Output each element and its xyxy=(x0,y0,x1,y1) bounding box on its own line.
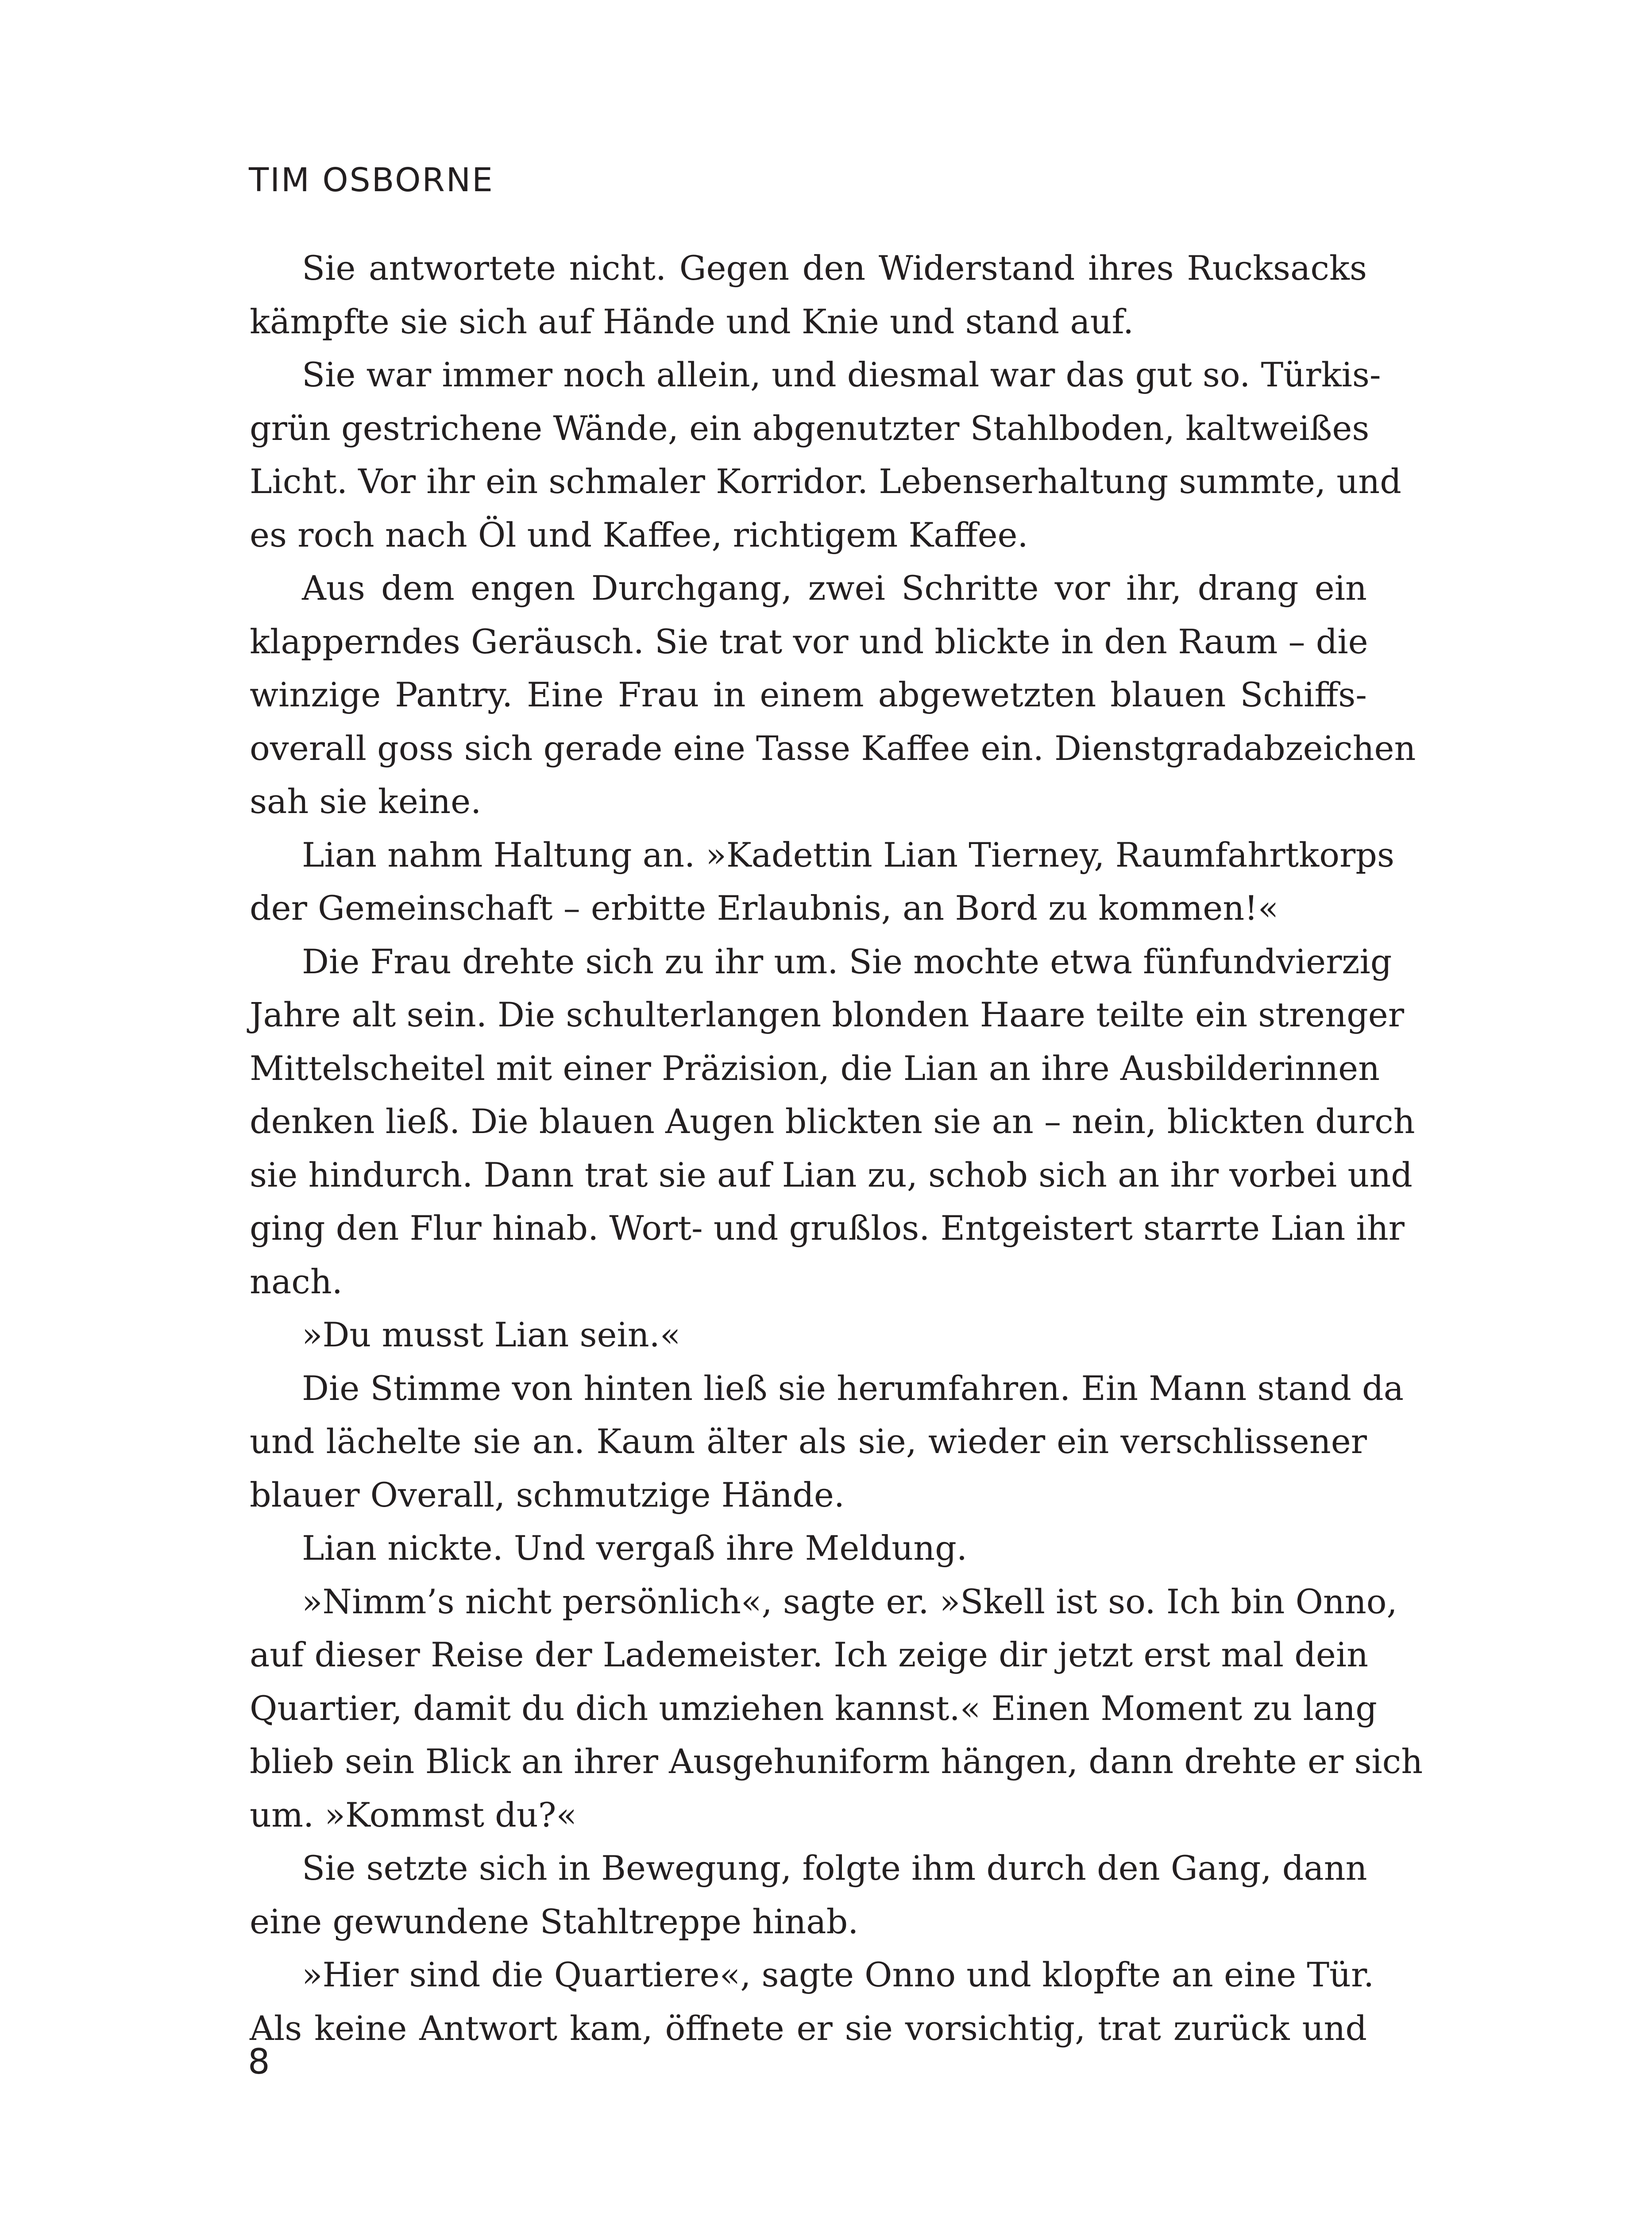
text-line: um. »Kommst du?« xyxy=(250,1795,577,1835)
text-line: nach. xyxy=(250,1261,343,1301)
text-line: Sie war immer noch allein, und diesmal war das gut so. Türkis- xyxy=(302,355,1381,394)
paragraph xyxy=(250,1575,1423,1842)
text-line: sie hindurch. Dann trat sie auf Lian zu, schob sich an ihr vorbei und xyxy=(250,1155,1413,1195)
text-line: »Du musst Lian sein.« xyxy=(302,1315,681,1354)
text-line: sah sie keine. xyxy=(250,782,482,821)
text-line: Licht. Vor ihr ein schmaler Korridor. Lebenserhaltung summte, und xyxy=(250,462,1401,501)
paragraph xyxy=(250,242,1367,348)
text-line: blauer Overall, schmutzige Hände. xyxy=(250,1475,845,1515)
text-line: Sie setzte sich in Bewegung, folgte ihm durch den Gang, dann xyxy=(302,1848,1367,1888)
text-line: Lian nickte. Und vergaß ihre Meldung. xyxy=(302,1528,968,1568)
text-line: Jahre alt sein. Die schulterlangen blonden Haare teilte ein strenger xyxy=(250,995,1405,1034)
text-line: winzige Pantry. Eine Frau in einem abgewetzten blauen Schiffs- xyxy=(250,675,1367,714)
text-line: »Hier sind die Quartiere«, sagte Onno und klopfte an eine Tür. xyxy=(302,1955,1374,1994)
text-line: Als keine Antwort kam, öffnete er sie vorsichtig, trat zurück und xyxy=(250,2008,1367,2048)
paragraph xyxy=(250,1948,1374,2055)
text-line: Mittelscheitel mit einer Präzision, die Lian an ihre Ausbilderinnen xyxy=(250,1048,1380,1088)
paragraph xyxy=(250,348,1401,562)
text-line: es roch nach Öl und Kaffee, richtigem Kaffee. xyxy=(250,515,1028,555)
text-line: klapperndes Geräusch. Sie trat vor und blickte in den Raum – die xyxy=(250,621,1368,661)
text-line: Quartier, damit du dich umziehen kannst.« Einen Moment zu lang xyxy=(250,1688,1377,1728)
text-line: Sie antwortete nicht. Gegen den Widerstand ihres Rucksacks xyxy=(302,248,1367,288)
paragraph xyxy=(250,1842,1367,1948)
text-line: grün gestrichene Wände, ein abgenutzter Stahlboden, kaltweißes xyxy=(250,408,1370,448)
text-line: ging den Flur hinab. Wort- und grußlos. Entgeistert starrte Lian ihr xyxy=(250,1208,1405,1248)
text-line: und lächelte sie an. Kaum älter als sie, wieder ein verschlissener xyxy=(250,1422,1367,1461)
body-text xyxy=(250,242,1423,2055)
paragraph xyxy=(250,562,1416,829)
paragraph xyxy=(250,1522,1367,1575)
text-line: Aus dem engen Durchgang, zwei Schritte vor ihr, drang ein xyxy=(302,568,1367,608)
text-line: eine gewundene Stahltreppe hinab. xyxy=(250,1901,859,1941)
paragraph xyxy=(250,1362,1404,1522)
text-line: overall goss sich gerade eine Tasse Kaffee ein. Dienstgradabzeichen xyxy=(250,728,1416,768)
text-line: Lian nahm Haltung an. »Kadettin Lian Tierney, Raumfahrtkorps xyxy=(302,835,1394,875)
text-line: blieb sein Blick an ihrer Ausgehuniform hängen, dann drehte er sich xyxy=(250,1742,1423,1781)
running-head-author: TIM OSBORNE xyxy=(249,161,494,199)
text-line: Die Frau drehte sich zu ihr um. Sie mochte etwa fünfundvierzig xyxy=(302,941,1392,981)
text-line: denken ließ. Die blauen Augen blickten sie an – nein, blickten durch xyxy=(250,1102,1415,1141)
paragraph xyxy=(250,935,1415,1309)
text-line: kämpfte sie sich auf Hände und Knie und stand auf. xyxy=(250,301,1134,341)
text-line: auf dieser Reise der Lademeister. Ich zeige dir jetzt erst mal dein xyxy=(250,1635,1369,1674)
text-line: der Gemeinschaft – erbitte Erlaubnis, an Bord zu kommen!« xyxy=(250,888,1279,928)
paragraph xyxy=(250,1308,1367,1362)
paragraph xyxy=(250,829,1394,935)
text-line: Die Stimme von hinten ließ sie herumfahren. Ein Mann stand da xyxy=(302,1368,1404,1408)
page-number: 8 xyxy=(248,2042,270,2082)
text-line: »Nimm’s nicht persönlich«, sagte er. »Skell ist so. Ich bin Onno, xyxy=(302,1581,1397,1621)
